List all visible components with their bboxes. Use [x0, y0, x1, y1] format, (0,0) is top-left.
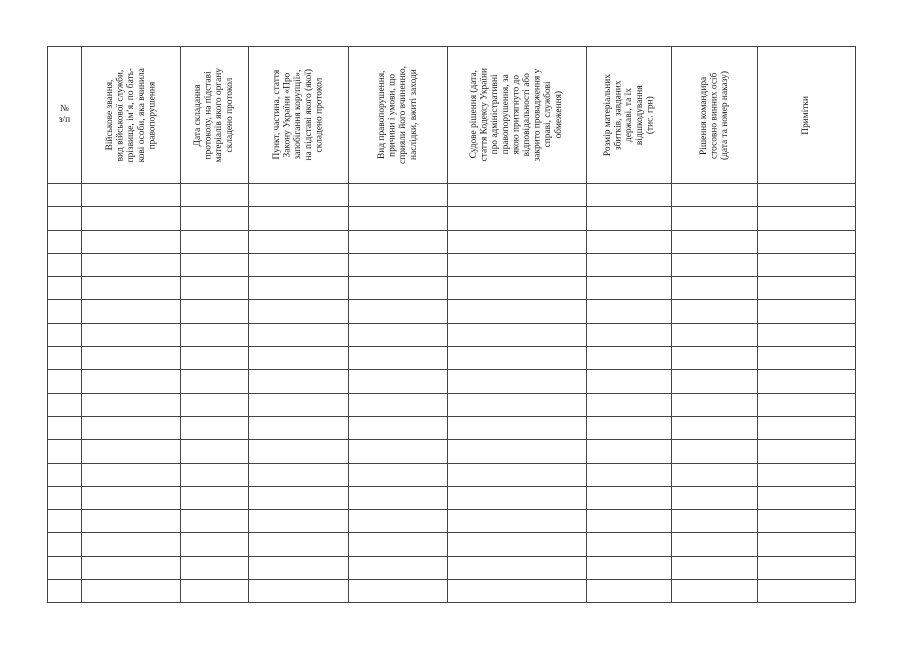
header-commander-decision: [672, 47, 758, 184]
table-cell[interactable]: [249, 510, 349, 533]
table-cell[interactable]: [672, 510, 758, 533]
table-cell[interactable]: [249, 207, 349, 230]
table-cell[interactable]: [758, 230, 856, 253]
table-cell[interactable]: [448, 253, 587, 276]
table-row: [48, 440, 856, 463]
table-cell[interactable]: [48, 323, 82, 346]
header-commander-decision-text: Рішення командира стосовно винних осіб (дата та номер наказу): [698, 70, 730, 160]
table-cell[interactable]: [448, 370, 587, 393]
table-cell[interactable]: [349, 510, 448, 533]
table-cell[interactable]: [349, 556, 448, 579]
table-cell[interactable]: [249, 556, 349, 579]
table-cell[interactable]: [181, 323, 249, 346]
header-court-decision: [448, 47, 587, 184]
table-row: [48, 277, 856, 300]
table-cell[interactable]: [82, 580, 181, 603]
table-cell[interactable]: [448, 533, 587, 556]
header-violation-type-text: Вид правопорушення, причини і умови, що сприяли його вчиненню, наслідки, вжиті заходи: [376, 66, 419, 164]
table-cell[interactable]: [249, 300, 349, 323]
table-cell[interactable]: [48, 440, 82, 463]
table-cell[interactable]: [587, 416, 672, 439]
table-cell[interactable]: [587, 463, 672, 486]
table-cell[interactable]: [758, 580, 856, 603]
table-cell[interactable]: [758, 300, 856, 323]
header-law-article: [249, 47, 349, 184]
table-cell[interactable]: [672, 416, 758, 439]
table-cell[interactable]: [249, 416, 349, 439]
table-cell[interactable]: [249, 393, 349, 416]
table-cell[interactable]: [672, 347, 758, 370]
header-law-article-text: Пункт, частина, стаття Закону України «Про запобігання корупції», на підставі якого (якої) складено протокол: [272, 69, 325, 161]
table-cell[interactable]: [181, 300, 249, 323]
header-row: [48, 47, 856, 184]
violations-register-table: [47, 46, 856, 603]
table-cell[interactable]: [672, 184, 758, 207]
table-cell[interactable]: [672, 277, 758, 300]
table-cell[interactable]: [249, 230, 349, 253]
table-cell[interactable]: [48, 300, 82, 323]
table-cell[interactable]: [587, 207, 672, 230]
table-cell[interactable]: [587, 300, 672, 323]
table-cell[interactable]: [587, 370, 672, 393]
table-cell[interactable]: [249, 463, 349, 486]
table-cell[interactable]: [82, 463, 181, 486]
table-cell[interactable]: [82, 510, 181, 533]
table-cell[interactable]: [587, 277, 672, 300]
table-cell[interactable]: [349, 230, 448, 253]
table-cell[interactable]: [349, 533, 448, 556]
table-row: [48, 416, 856, 439]
table-cell[interactable]: [448, 230, 587, 253]
table-cell[interactable]: [587, 184, 672, 207]
table-cell[interactable]: [349, 253, 448, 276]
table-cell[interactable]: [587, 580, 672, 603]
table-cell[interactable]: [758, 416, 856, 439]
table-cell[interactable]: [587, 533, 672, 556]
table-cell[interactable]: [349, 370, 448, 393]
table-row: [48, 300, 856, 323]
table-cell[interactable]: [448, 416, 587, 439]
table-cell[interactable]: [181, 184, 249, 207]
table-cell[interactable]: [82, 230, 181, 253]
header-court-decision-text: Судове рішення (дата, стаття Кодексу України про адміністративні правопорушення, за якою притягнуто до відповідальності або закрито провадження у справі, службові обмеження): [469, 68, 565, 162]
table-cell[interactable]: [672, 300, 758, 323]
header-notes-text: Примітки: [801, 95, 812, 135]
table-cell[interactable]: [758, 184, 856, 207]
table-cell[interactable]: [48, 184, 82, 207]
table-cell[interactable]: [181, 580, 249, 603]
table-cell[interactable]: [48, 463, 82, 486]
table-cell[interactable]: [448, 347, 587, 370]
table-cell[interactable]: [249, 323, 349, 346]
table-cell[interactable]: [181, 370, 249, 393]
table-cell[interactable]: [448, 486, 587, 509]
table-cell[interactable]: [349, 300, 448, 323]
table-row: [48, 580, 856, 603]
table-cell[interactable]: [181, 347, 249, 370]
table-cell[interactable]: [48, 207, 82, 230]
table-cell[interactable]: [48, 347, 82, 370]
table-body: [48, 184, 856, 603]
table-cell[interactable]: [48, 416, 82, 439]
table-cell[interactable]: [181, 463, 249, 486]
table-cell[interactable]: [82, 556, 181, 579]
table-cell[interactable]: [349, 323, 448, 346]
table-cell[interactable]: [758, 207, 856, 230]
table-cell[interactable]: [181, 253, 249, 276]
table-cell[interactable]: [249, 533, 349, 556]
table-cell[interactable]: [181, 416, 249, 439]
table-cell[interactable]: [758, 393, 856, 416]
header-person: [82, 47, 181, 184]
table-cell[interactable]: [349, 440, 448, 463]
table-cell[interactable]: [448, 184, 587, 207]
table-cell[interactable]: [587, 323, 672, 346]
table-cell[interactable]: [48, 230, 82, 253]
table-cell[interactable]: [249, 440, 349, 463]
table-cell[interactable]: [48, 486, 82, 509]
table-cell[interactable]: [672, 556, 758, 579]
table-cell[interactable]: [82, 440, 181, 463]
table-cell[interactable]: [448, 300, 587, 323]
table-row: [48, 393, 856, 416]
table-row: [48, 323, 856, 346]
table-cell[interactable]: [349, 486, 448, 509]
table-cell[interactable]: [758, 533, 856, 556]
table-cell[interactable]: [672, 393, 758, 416]
table-cell[interactable]: [587, 253, 672, 276]
table-cell[interactable]: [82, 207, 181, 230]
table-row: [48, 510, 856, 533]
table-cell[interactable]: [587, 440, 672, 463]
header-damages: [587, 47, 672, 184]
table-cell[interactable]: [672, 463, 758, 486]
table-cell[interactable]: [672, 230, 758, 253]
table-cell[interactable]: [448, 440, 587, 463]
table-cell[interactable]: [587, 556, 672, 579]
header-number: [48, 47, 82, 184]
table-cell[interactable]: [672, 533, 758, 556]
table-cell[interactable]: [249, 370, 349, 393]
table-cell[interactable]: [48, 580, 82, 603]
table-cell[interactable]: [249, 347, 349, 370]
table-row: [48, 556, 856, 579]
table-cell[interactable]: [349, 393, 448, 416]
table-cell[interactable]: [249, 486, 349, 509]
table-cell[interactable]: [82, 533, 181, 556]
table-cell[interactable]: [587, 393, 672, 416]
table-cell[interactable]: [587, 230, 672, 253]
header-notes: [758, 47, 856, 184]
table-cell[interactable]: [587, 486, 672, 509]
header-person-text: Військове звання, вид військової служби, прізвище, ім’я, по бать- кові особи, яка вчинила правопорушення: [104, 67, 157, 163]
table-cell[interactable]: [448, 463, 587, 486]
table-row: [48, 184, 856, 207]
table-cell[interactable]: [758, 486, 856, 509]
table-row: [48, 533, 856, 556]
table-cell[interactable]: [672, 253, 758, 276]
table-cell[interactable]: [349, 347, 448, 370]
table-cell[interactable]: [181, 393, 249, 416]
table-cell[interactable]: [82, 416, 181, 439]
table-cell[interactable]: [349, 463, 448, 486]
table-cell[interactable]: [758, 253, 856, 276]
table-cell[interactable]: [758, 463, 856, 486]
table-cell[interactable]: [448, 510, 587, 533]
table-row: [48, 230, 856, 253]
table-cell[interactable]: [48, 556, 82, 579]
table-cell[interactable]: [587, 347, 672, 370]
table-cell[interactable]: [448, 580, 587, 603]
table-cell[interactable]: [349, 416, 448, 439]
table-cell[interactable]: [758, 347, 856, 370]
table-cell[interactable]: [48, 277, 82, 300]
table-cell[interactable]: [758, 323, 856, 346]
table-cell[interactable]: [349, 184, 448, 207]
header-protocol-date-text: Дата складання протоколу, на підставі матеріалів якого органу складено протокол: [193, 67, 236, 163]
table-cell[interactable]: [587, 510, 672, 533]
table-cell[interactable]: [181, 533, 249, 556]
table-cell[interactable]: [181, 440, 249, 463]
table-cell[interactable]: [82, 393, 181, 416]
table-cell[interactable]: [181, 277, 249, 300]
table-cell[interactable]: [672, 370, 758, 393]
table-cell[interactable]: [672, 207, 758, 230]
header-protocol-date: [181, 47, 249, 184]
table-cell[interactable]: [48, 253, 82, 276]
table-cell[interactable]: [249, 277, 349, 300]
table-cell[interactable]: [349, 277, 448, 300]
table-cell[interactable]: [758, 277, 856, 300]
table-cell[interactable]: [181, 486, 249, 509]
table-cell[interactable]: [82, 323, 181, 346]
header-number-text: № з/п: [58, 104, 71, 125]
table-cell[interactable]: [181, 510, 249, 533]
table-cell[interactable]: [448, 556, 587, 579]
table-cell[interactable]: [82, 486, 181, 509]
header-damages-text: Розмір матеріальних збитків, завданих державі, та їх відшкодування (тис. грн): [602, 73, 655, 157]
table-row: [48, 463, 856, 486]
table-cell[interactable]: [349, 207, 448, 230]
table-cell[interactable]: [249, 253, 349, 276]
table-cell[interactable]: [181, 556, 249, 579]
table-cell[interactable]: [672, 486, 758, 509]
table-cell[interactable]: [448, 393, 587, 416]
table-cell[interactable]: [82, 253, 181, 276]
table-cell[interactable]: [758, 556, 856, 579]
table-cell[interactable]: [758, 440, 856, 463]
table-cell[interactable]: [448, 277, 587, 300]
table-cell[interactable]: [672, 440, 758, 463]
table-cell[interactable]: [48, 393, 82, 416]
table-cell[interactable]: [48, 533, 82, 556]
table-row: [48, 207, 856, 230]
table-cell[interactable]: [448, 323, 587, 346]
table-row: [48, 253, 856, 276]
table-cell[interactable]: [448, 207, 587, 230]
table-cell[interactable]: [48, 370, 82, 393]
table-cell[interactable]: [758, 370, 856, 393]
table-row: [48, 370, 856, 393]
table-row: [48, 347, 856, 370]
table-cell[interactable]: [82, 277, 181, 300]
table-cell[interactable]: [349, 580, 448, 603]
table-cell[interactable]: [82, 347, 181, 370]
table-cell[interactable]: [181, 230, 249, 253]
header-violation-type: [349, 47, 448, 184]
table-cell[interactable]: [82, 370, 181, 393]
table-cell[interactable]: [672, 323, 758, 346]
table-cell[interactable]: [249, 580, 349, 603]
table-cell[interactable]: [672, 580, 758, 603]
table-cell[interactable]: [181, 207, 249, 230]
table-cell[interactable]: [82, 300, 181, 323]
table-cell[interactable]: [758, 510, 856, 533]
table-cell[interactable]: [48, 510, 82, 533]
table-cell[interactable]: [249, 184, 349, 207]
table-cell[interactable]: [82, 184, 181, 207]
table-row: [48, 486, 856, 509]
